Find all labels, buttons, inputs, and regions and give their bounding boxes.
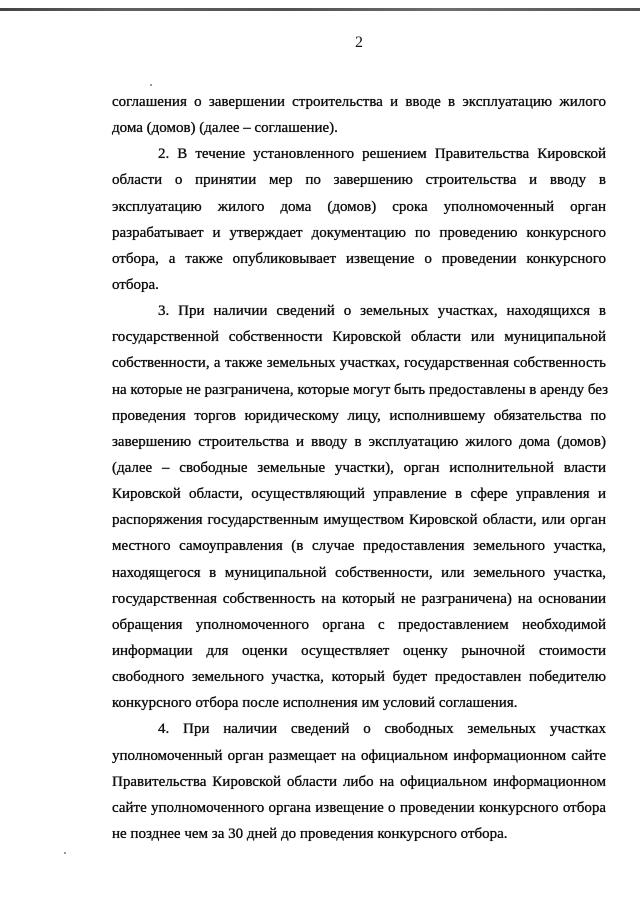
text-line: отбора. — [112, 276, 159, 293]
text-line: сайте уполномоченного органа извещение о проведении конкурсного отбора — [112, 799, 606, 816]
text-line: 4. При наличии сведений о свободных земельных участках — [158, 721, 606, 738]
text-line: информации для оценки осуществляет оценку рыночной стоимости — [112, 642, 606, 659]
text-line: дома (домов) (далее – соглашение). — [112, 120, 338, 137]
paragraph-4 — [112, 716, 606, 847]
page-number: 2 — [355, 34, 363, 51]
paragraph-2 — [112, 141, 606, 298]
text-line: находящегося в муниципальной собственности, или земельного участка, — [112, 564, 606, 581]
text-line: разрабатывает и утверждает документацию по проведению конкурсного — [112, 224, 606, 241]
scan-edge-line — [0, 8, 640, 11]
text-line: области о принятии мер по завершению строительства и вводу в — [112, 172, 606, 189]
scan-speck — [150, 84, 152, 86]
paragraph-1 — [112, 89, 606, 141]
text-line: собственности, а также земельных участках, государственная собственность — [112, 355, 606, 372]
text-line: государственная собственность на который не разграничена) на основании — [112, 590, 606, 607]
scan-speck — [64, 852, 66, 854]
text-line: завершению строительства и вводу в эксплуатацию жилого дома (домов) — [112, 433, 606, 450]
text-line: отбора, а также опубликовывает извещение о проведении конкурсного — [112, 250, 606, 267]
text-line: на которые не разграничена, которые могут быть предоставлены в аренду без — [112, 381, 609, 398]
text-line: распоряжения государственным имуществом Кировской области, или орган — [112, 512, 606, 529]
text-line: эксплуатацию жилого дома (домов) срока уполномоченный орган — [112, 198, 606, 215]
text-line: не позднее чем за 30 дней до проведения конкурсного отбора. — [112, 825, 508, 842]
text-line: государственной собственности Кировской области или муниципальной — [112, 329, 606, 346]
text-line: 2. В течение установленного решением Правительства Кировской — [158, 146, 606, 163]
text-line: Кировской области, осуществляющий управление в сфере управления и — [112, 486, 606, 503]
text-line: 3. При наличии сведений о земельных участках, находящихся в — [158, 303, 606, 320]
document-body — [112, 89, 609, 847]
text-line: соглашения о завершении строительства и вводе в эксплуатацию жилого — [112, 94, 606, 110]
paragraph-3 — [112, 298, 609, 716]
text-line: обращения уполномоченного органа с предоставлением необходимой — [112, 616, 606, 633]
text-line: проведения торгов юридическому лицу, исполнившему обязательства по — [112, 407, 606, 424]
text-line: конкурсного отбора после исполнения им условий соглашения. — [112, 695, 518, 712]
text-line: (далее – свободные земельные участки), орган исполнительной власти — [112, 459, 606, 476]
text-line: Правительства Кировской области либо на официальном информационном — [112, 773, 606, 790]
text-line: уполномоченный орган размещает на официальном информационном сайте — [112, 747, 606, 764]
text-line: свободного земельного участка, который будет предоставлен победителю — [112, 669, 606, 686]
text-line: местного самоуправления (в случае предоставления земельного участка, — [112, 538, 606, 555]
